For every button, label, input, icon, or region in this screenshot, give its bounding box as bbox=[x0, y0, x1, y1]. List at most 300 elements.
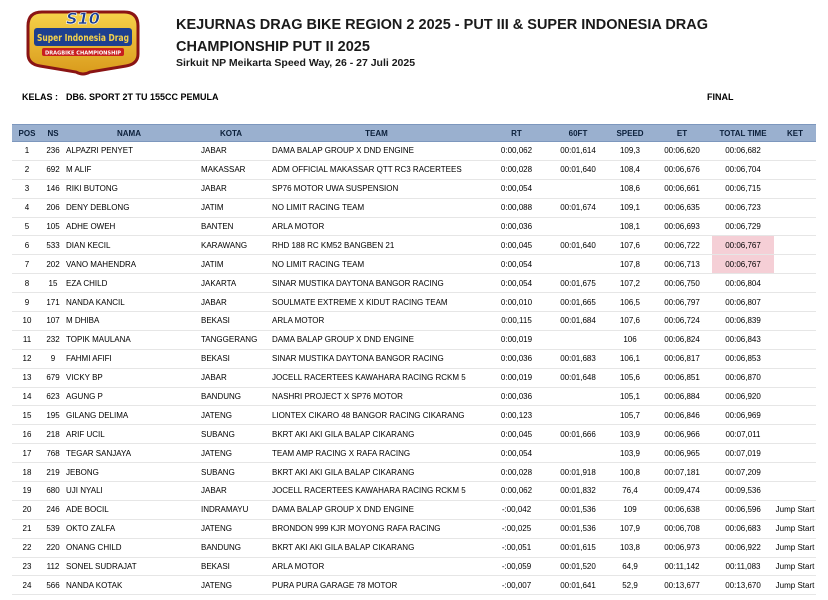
col-header-kota: KOTA bbox=[194, 125, 268, 142]
cell-pos: 5 bbox=[12, 217, 42, 236]
cell-total-time: 00:06,922 bbox=[712, 538, 774, 557]
cell-team: BKRT AKI AKI GILA BALAP CIKARANG bbox=[268, 425, 485, 444]
table-row bbox=[12, 538, 816, 557]
cell-team: JOCELL RACERTEES KAWAHARA RACING RCKM 5 bbox=[268, 368, 485, 387]
cell-ket bbox=[774, 368, 816, 387]
cell-nama: VICKY BP bbox=[64, 368, 194, 387]
cell-ket: Jump Start bbox=[774, 576, 816, 595]
table-row bbox=[12, 444, 816, 463]
cell-ns: 112 bbox=[42, 557, 64, 576]
cell-ns: 219 bbox=[42, 463, 64, 482]
cell-total-time: 00:06,843 bbox=[712, 330, 774, 349]
cell-team: JOCELL RACERTEES KAWAHARA RACING RCKM 5 bbox=[268, 482, 485, 501]
cell-speed: 109,3 bbox=[608, 142, 652, 161]
cell-ns: 171 bbox=[42, 293, 64, 312]
cell-pos: 15 bbox=[12, 406, 42, 425]
cell-pos: 9 bbox=[12, 293, 42, 312]
cell-ns: 195 bbox=[42, 406, 64, 425]
cell-rt: -:00,059 bbox=[485, 557, 548, 576]
cell-kota: JATIM bbox=[194, 255, 268, 274]
cell-kota: MAKASSAR bbox=[194, 160, 268, 179]
cell-60ft: 00:01,683 bbox=[548, 349, 608, 368]
cell-speed: 103,9 bbox=[608, 425, 652, 444]
cell-nama: JEBONG bbox=[64, 463, 194, 482]
cell-kota: JABAR bbox=[194, 482, 268, 501]
cell-speed: 108,4 bbox=[608, 160, 652, 179]
cell-60ft: 00:01,665 bbox=[548, 293, 608, 312]
cell-speed: 52,9 bbox=[608, 576, 652, 595]
table-row bbox=[12, 142, 816, 161]
cell-pos: 23 bbox=[12, 557, 42, 576]
cell-rt: 0:00,088 bbox=[485, 198, 548, 217]
cell-ns: 768 bbox=[42, 444, 64, 463]
cell-speed: 109 bbox=[608, 500, 652, 519]
cell-et: 00:06,724 bbox=[652, 312, 712, 331]
table-row bbox=[12, 236, 816, 255]
cell-speed: 106 bbox=[608, 330, 652, 349]
cell-et: 00:06,965 bbox=[652, 444, 712, 463]
cell-team: ARLA MOTOR bbox=[268, 217, 485, 236]
cell-total-time: 00:06,682 bbox=[712, 142, 774, 161]
cell-ns: 246 bbox=[42, 500, 64, 519]
event-title: KEJURNAS DRAG BIKE REGION 2 2025 - PUT III & SUPER INDONESIA DRAG CHAMPIONSHIP PUT II 2025 bbox=[176, 17, 709, 55]
table-row bbox=[12, 387, 816, 406]
cell-kota: BEKASI bbox=[194, 312, 268, 331]
cell-ns: 206 bbox=[42, 198, 64, 217]
cell-kota: KARAWANG bbox=[194, 236, 268, 255]
cell-ns: 623 bbox=[42, 387, 64, 406]
cell-nama: ADE BOCIL bbox=[64, 500, 194, 519]
cell-total-time: 00:06,807 bbox=[712, 293, 774, 312]
cell-team: DAMA BALAP GROUP X DND ENGINE bbox=[268, 330, 485, 349]
cell-kota: BANTEN bbox=[194, 217, 268, 236]
cell-rt: -:00,007 bbox=[485, 576, 548, 595]
cell-et: 00:06,824 bbox=[652, 330, 712, 349]
cell-rt: 0:00,054 bbox=[485, 274, 548, 293]
cell-team: LIONTEX CIKARO 48 BANGOR RACING CIKARANG bbox=[268, 406, 485, 425]
cell-team: NO LIMIT RACING TEAM bbox=[268, 255, 485, 274]
event-venue: Sirkuit NP Meikarta Speed Way, 26 - 27 Juli 2025 bbox=[176, 57, 416, 69]
cell-pos: 24 bbox=[12, 576, 42, 595]
cell-nama: OKTO ZALFA bbox=[64, 519, 194, 538]
cell-nama: ONANG CHILD bbox=[64, 538, 194, 557]
cell-nama: M ALIF bbox=[64, 160, 194, 179]
cell-speed: 64,9 bbox=[608, 557, 652, 576]
cell-kota: JABAR bbox=[194, 293, 268, 312]
cell-total-time: 00:06,723 bbox=[712, 198, 774, 217]
cell-speed: 106,5 bbox=[608, 293, 652, 312]
cell-et: 00:06,638 bbox=[652, 500, 712, 519]
cell-rt: 0:00,054 bbox=[485, 255, 548, 274]
cell-team: SINAR MUSTIKA DAYTONA BANGOR RACING bbox=[268, 349, 485, 368]
cell-kota: JATENG bbox=[194, 444, 268, 463]
cell-et: 00:06,884 bbox=[652, 387, 712, 406]
cell-60ft: 00:01,640 bbox=[548, 236, 608, 255]
cell-ns: 232 bbox=[42, 330, 64, 349]
cell-60ft bbox=[548, 179, 608, 198]
cell-ns: 566 bbox=[42, 576, 64, 595]
table-row bbox=[12, 519, 816, 538]
col-header-60ft: 60FT bbox=[548, 125, 608, 142]
cell-ket bbox=[774, 142, 816, 161]
cell-ns: 146 bbox=[42, 179, 64, 198]
cell-nama: UJI NYALI bbox=[64, 482, 194, 501]
cell-speed: 107,8 bbox=[608, 255, 652, 274]
cell-ket bbox=[774, 444, 816, 463]
cell-team: BKRT AKI AKI GILA BALAP CIKARANG bbox=[268, 463, 485, 482]
cell-nama: TEGAR SANJAYA bbox=[64, 444, 194, 463]
cell-rt: 0:00,062 bbox=[485, 482, 548, 501]
table-header-row bbox=[12, 125, 816, 142]
cell-60ft: 00:01,674 bbox=[548, 198, 608, 217]
cell-kota: SUBANG bbox=[194, 463, 268, 482]
cell-pos: 22 bbox=[12, 538, 42, 557]
cell-rt: 0:00,045 bbox=[485, 236, 548, 255]
cell-ket bbox=[774, 198, 816, 217]
cell-speed: 107,9 bbox=[608, 519, 652, 538]
table-row bbox=[12, 293, 816, 312]
cell-60ft: 00:01,666 bbox=[548, 425, 608, 444]
cell-team: SP76 MOTOR UWA SUSPENSION bbox=[268, 179, 485, 198]
cell-pos: 18 bbox=[12, 463, 42, 482]
cell-kota: SUBANG bbox=[194, 425, 268, 444]
cell-ns: 9 bbox=[42, 349, 64, 368]
cell-pos: 16 bbox=[12, 425, 42, 444]
kelas-value: DB6. SPORT 2T TU 155CC PEMULA bbox=[66, 92, 219, 102]
cell-et: 00:06,635 bbox=[652, 198, 712, 217]
cell-team: SINAR MUSTIKA DAYTONA BANGOR RACING bbox=[268, 274, 485, 293]
cell-pos: 3 bbox=[12, 179, 42, 198]
cell-pos: 14 bbox=[12, 387, 42, 406]
cell-team: SOULMATE EXTREME X KIDUT RACING TEAM bbox=[268, 293, 485, 312]
cell-et: 00:06,713 bbox=[652, 255, 712, 274]
cell-kota: JABAR bbox=[194, 179, 268, 198]
cell-rt: 0:00,036 bbox=[485, 349, 548, 368]
cell-nama: SONEL SUDRAJAT bbox=[64, 557, 194, 576]
cell-pos: 20 bbox=[12, 500, 42, 519]
cell-ket bbox=[774, 179, 816, 198]
cell-team: BKRT AKI AKI GILA BALAP CIKARANG bbox=[268, 538, 485, 557]
cell-ket bbox=[774, 349, 816, 368]
cell-et: 00:06,817 bbox=[652, 349, 712, 368]
col-header-nama: NAMA bbox=[64, 125, 194, 142]
cell-total-time: 00:06,704 bbox=[712, 160, 774, 179]
cell-total-time: 00:06,767 bbox=[712, 236, 774, 255]
col-header-et: ET bbox=[652, 125, 712, 142]
cell-team: NO LIMIT RACING TEAM bbox=[268, 198, 485, 217]
cell-60ft bbox=[548, 387, 608, 406]
cell-kota: JABAR bbox=[194, 142, 268, 161]
table-row bbox=[12, 557, 816, 576]
cell-nama: NANDA KOTAK bbox=[64, 576, 194, 595]
cell-ns: 679 bbox=[42, 368, 64, 387]
cell-total-time: 00:06,683 bbox=[712, 519, 774, 538]
cell-total-time: 00:06,920 bbox=[712, 387, 774, 406]
cell-et: 00:06,661 bbox=[652, 179, 712, 198]
cell-ket bbox=[774, 463, 816, 482]
table-row bbox=[12, 179, 816, 198]
cell-rt: 0:00,028 bbox=[485, 463, 548, 482]
cell-ket bbox=[774, 330, 816, 349]
cell-rt: -:00,025 bbox=[485, 519, 548, 538]
cell-ket bbox=[774, 482, 816, 501]
cell-ket bbox=[774, 425, 816, 444]
col-header-rt: RT bbox=[485, 125, 548, 142]
cell-60ft bbox=[548, 444, 608, 463]
cell-nama: TOPIK MAULANA bbox=[64, 330, 194, 349]
cell-ns: 692 bbox=[42, 160, 64, 179]
table-row bbox=[12, 255, 816, 274]
cell-ket bbox=[774, 217, 816, 236]
cell-60ft: 00:01,520 bbox=[548, 557, 608, 576]
cell-nama: NANDA KANCIL bbox=[64, 293, 194, 312]
cell-ket bbox=[774, 236, 816, 255]
cell-nama: ADHE OWEH bbox=[64, 217, 194, 236]
table-row bbox=[12, 349, 816, 368]
cell-nama: GILANG DELIMA bbox=[64, 406, 194, 425]
cell-total-time: 00:07,011 bbox=[712, 425, 774, 444]
cell-et: 00:06,722 bbox=[652, 236, 712, 255]
cell-team: NASHRI PROJECT X SP76 MOTOR bbox=[268, 387, 485, 406]
cell-rt: 0:00,010 bbox=[485, 293, 548, 312]
cell-pos: 1 bbox=[12, 142, 42, 161]
cell-60ft bbox=[548, 255, 608, 274]
cell-nama: RIKI BUTONG bbox=[64, 179, 194, 198]
cell-ket bbox=[774, 406, 816, 425]
cell-speed: 105,6 bbox=[608, 368, 652, 387]
cell-ns: 107 bbox=[42, 312, 64, 331]
cell-60ft: 00:01,684 bbox=[548, 312, 608, 331]
cell-team: DAMA BALAP GROUP X DND ENGINE bbox=[268, 142, 485, 161]
cell-60ft: 00:01,536 bbox=[548, 519, 608, 538]
cell-rt: 0:00,115 bbox=[485, 312, 548, 331]
table-row bbox=[12, 368, 816, 387]
cell-rt: 0:00,062 bbox=[485, 142, 548, 161]
cell-nama: AGUNG P bbox=[64, 387, 194, 406]
cell-rt: 0:00,028 bbox=[485, 160, 548, 179]
cell-kota: BANDUNG bbox=[194, 538, 268, 557]
cell-ket: Jump Start bbox=[774, 500, 816, 519]
cell-60ft bbox=[548, 217, 608, 236]
cell-speed: 106,1 bbox=[608, 349, 652, 368]
col-header-total-time: TOTAL TIME bbox=[712, 125, 774, 142]
event-logo bbox=[22, 6, 144, 78]
cell-ket bbox=[774, 293, 816, 312]
col-header-ns: NS bbox=[42, 125, 64, 142]
cell-60ft: 00:01,832 bbox=[548, 482, 608, 501]
cell-speed: 76,4 bbox=[608, 482, 652, 501]
cell-et: 00:06,676 bbox=[652, 160, 712, 179]
cell-kota: JATENG bbox=[194, 406, 268, 425]
cell-et: 00:13,677 bbox=[652, 576, 712, 595]
cell-total-time: 00:06,804 bbox=[712, 274, 774, 293]
cell-pos: 17 bbox=[12, 444, 42, 463]
cell-speed: 107,6 bbox=[608, 312, 652, 331]
table-row bbox=[12, 463, 816, 482]
cell-team: ARLA MOTOR bbox=[268, 557, 485, 576]
kelas-label: KELAS : bbox=[22, 92, 58, 102]
cell-ns: 533 bbox=[42, 236, 64, 255]
cell-pos: 6 bbox=[12, 236, 42, 255]
cell-ns: 680 bbox=[42, 482, 64, 501]
col-header-team: TEAM bbox=[268, 125, 485, 142]
cell-pos: 2 bbox=[12, 160, 42, 179]
cell-ns: 236 bbox=[42, 142, 64, 161]
cell-speed: 107,6 bbox=[608, 236, 652, 255]
cell-60ft: 00:01,536 bbox=[548, 500, 608, 519]
cell-et: 00:09,474 bbox=[652, 482, 712, 501]
cell-60ft: 00:01,918 bbox=[548, 463, 608, 482]
logo-main-text: Super Indonesia Drag bbox=[37, 33, 129, 44]
table-row bbox=[12, 482, 816, 501]
cell-ns: 15 bbox=[42, 274, 64, 293]
cell-nama: FAHMI AFIFI bbox=[64, 349, 194, 368]
cell-kota: BEKASI bbox=[194, 557, 268, 576]
cell-speed: 108,1 bbox=[608, 217, 652, 236]
cell-pos: 7 bbox=[12, 255, 42, 274]
cell-team: RHD 188 RC KM52 BANGBEN 21 bbox=[268, 236, 485, 255]
cell-ket: Jump Start bbox=[774, 538, 816, 557]
cell-rt: 0:00,123 bbox=[485, 406, 548, 425]
table-row bbox=[12, 500, 816, 519]
cell-nama: ARIF UCIL bbox=[64, 425, 194, 444]
cell-speed: 103,9 bbox=[608, 444, 652, 463]
cell-total-time: 00:07,019 bbox=[712, 444, 774, 463]
cell-nama: M DHIBA bbox=[64, 312, 194, 331]
cell-ns: 539 bbox=[42, 519, 64, 538]
cell-ns: 105 bbox=[42, 217, 64, 236]
cell-pos: 21 bbox=[12, 519, 42, 538]
cell-ket bbox=[774, 160, 816, 179]
cell-total-time: 00:07,209 bbox=[712, 463, 774, 482]
cell-et: 00:06,966 bbox=[652, 425, 712, 444]
cell-speed: 109,1 bbox=[608, 198, 652, 217]
cell-kota: JABAR bbox=[194, 368, 268, 387]
cell-team: ARLA MOTOR bbox=[268, 312, 485, 331]
cell-60ft: 00:01,641 bbox=[548, 576, 608, 595]
cell-60ft: 00:01,675 bbox=[548, 274, 608, 293]
cell-speed: 105,1 bbox=[608, 387, 652, 406]
cell-pos: 10 bbox=[12, 312, 42, 331]
cell-et: 00:11,142 bbox=[652, 557, 712, 576]
results-table bbox=[12, 124, 816, 595]
cell-ket: Jump Start bbox=[774, 519, 816, 538]
cell-kota: TANGGERANG bbox=[194, 330, 268, 349]
cell-kota: JATENG bbox=[194, 576, 268, 595]
cell-pos: 11 bbox=[12, 330, 42, 349]
cell-team: TEAM AMP RACING X RAFA RACING bbox=[268, 444, 485, 463]
cell-et: 00:06,708 bbox=[652, 519, 712, 538]
cell-ns: 218 bbox=[42, 425, 64, 444]
cell-team: PURA PURA GARAGE 78 MOTOR bbox=[268, 576, 485, 595]
cell-kota: BANDUNG bbox=[194, 387, 268, 406]
table-row bbox=[12, 274, 816, 293]
logo-sub-text: DRAGBIKE CHAMPIONSHIP bbox=[45, 50, 121, 57]
cell-speed: 105,7 bbox=[608, 406, 652, 425]
cell-et: 00:06,693 bbox=[652, 217, 712, 236]
cell-ket bbox=[774, 312, 816, 331]
col-header-ket: KET bbox=[774, 125, 816, 142]
cell-et: 00:06,750 bbox=[652, 274, 712, 293]
cell-60ft bbox=[548, 330, 608, 349]
cell-kota: BEKASI bbox=[194, 349, 268, 368]
table-row bbox=[12, 217, 816, 236]
cell-total-time: 00:06,969 bbox=[712, 406, 774, 425]
cell-ket bbox=[774, 274, 816, 293]
cell-kota: JATIM bbox=[194, 198, 268, 217]
cell-et: 00:06,851 bbox=[652, 368, 712, 387]
cell-rt: -:00,051 bbox=[485, 538, 548, 557]
cell-60ft bbox=[548, 406, 608, 425]
cell-rt: 0:00,019 bbox=[485, 330, 548, 349]
table-row bbox=[12, 160, 816, 179]
cell-total-time: 00:06,715 bbox=[712, 179, 774, 198]
cell-et: 00:06,973 bbox=[652, 538, 712, 557]
cell-total-time: 00:09,536 bbox=[712, 482, 774, 501]
cell-ket: Jump Start bbox=[774, 557, 816, 576]
table-row bbox=[12, 198, 816, 217]
cell-speed: 103,8 bbox=[608, 538, 652, 557]
table-row bbox=[12, 576, 816, 595]
cell-et: 00:06,846 bbox=[652, 406, 712, 425]
table-row bbox=[12, 312, 816, 331]
col-header-speed: SPEED bbox=[608, 125, 652, 142]
cell-speed: 108,6 bbox=[608, 179, 652, 198]
cell-total-time: 00:06,767 bbox=[712, 255, 774, 274]
cell-rt: 0:00,045 bbox=[485, 425, 548, 444]
cell-pos: 8 bbox=[12, 274, 42, 293]
cell-kota: INDRAMAYU bbox=[194, 500, 268, 519]
cell-total-time: 00:11,083 bbox=[712, 557, 774, 576]
table-row bbox=[12, 330, 816, 349]
cell-ns: 220 bbox=[42, 538, 64, 557]
cell-rt: 0:00,036 bbox=[485, 387, 548, 406]
cell-et: 00:06,797 bbox=[652, 293, 712, 312]
cell-nama: VANO MAHENDRA bbox=[64, 255, 194, 274]
cell-speed: 100,8 bbox=[608, 463, 652, 482]
cell-total-time: 00:06,729 bbox=[712, 217, 774, 236]
cell-kota: JAKARTA bbox=[194, 274, 268, 293]
logo-top-text: S10 bbox=[66, 9, 100, 28]
cell-ns: 202 bbox=[42, 255, 64, 274]
cell-et: 00:07,181 bbox=[652, 463, 712, 482]
cell-total-time: 00:06,839 bbox=[712, 312, 774, 331]
stage-label: FINAL bbox=[707, 92, 734, 102]
cell-et: 00:06,620 bbox=[652, 142, 712, 161]
cell-team: BRONDON 999 KJR MOYONG RAFA RACING bbox=[268, 519, 485, 538]
cell-60ft: 00:01,648 bbox=[548, 368, 608, 387]
cell-total-time: 00:06,596 bbox=[712, 500, 774, 519]
cell-pos: 19 bbox=[12, 482, 42, 501]
table-row bbox=[12, 406, 816, 425]
cell-nama: EZA CHILD bbox=[64, 274, 194, 293]
cell-total-time: 00:13,670 bbox=[712, 576, 774, 595]
cell-rt: -:00,042 bbox=[485, 500, 548, 519]
cell-pos: 12 bbox=[12, 349, 42, 368]
cell-total-time: 00:06,870 bbox=[712, 368, 774, 387]
cell-total-time: 00:06,853 bbox=[712, 349, 774, 368]
cell-60ft: 00:01,640 bbox=[548, 160, 608, 179]
cell-60ft: 00:01,614 bbox=[548, 142, 608, 161]
cell-nama: ALPAZRI PENYET bbox=[64, 142, 194, 161]
cell-kota: JATENG bbox=[194, 519, 268, 538]
cell-team: DAMA BALAP GROUP X DND ENGINE bbox=[268, 500, 485, 519]
cell-nama: DENY DEBLONG bbox=[64, 198, 194, 217]
cell-rt: 0:00,054 bbox=[485, 444, 548, 463]
cell-speed: 107,2 bbox=[608, 274, 652, 293]
col-header-pos: POS bbox=[12, 125, 42, 142]
cell-ket bbox=[774, 387, 816, 406]
